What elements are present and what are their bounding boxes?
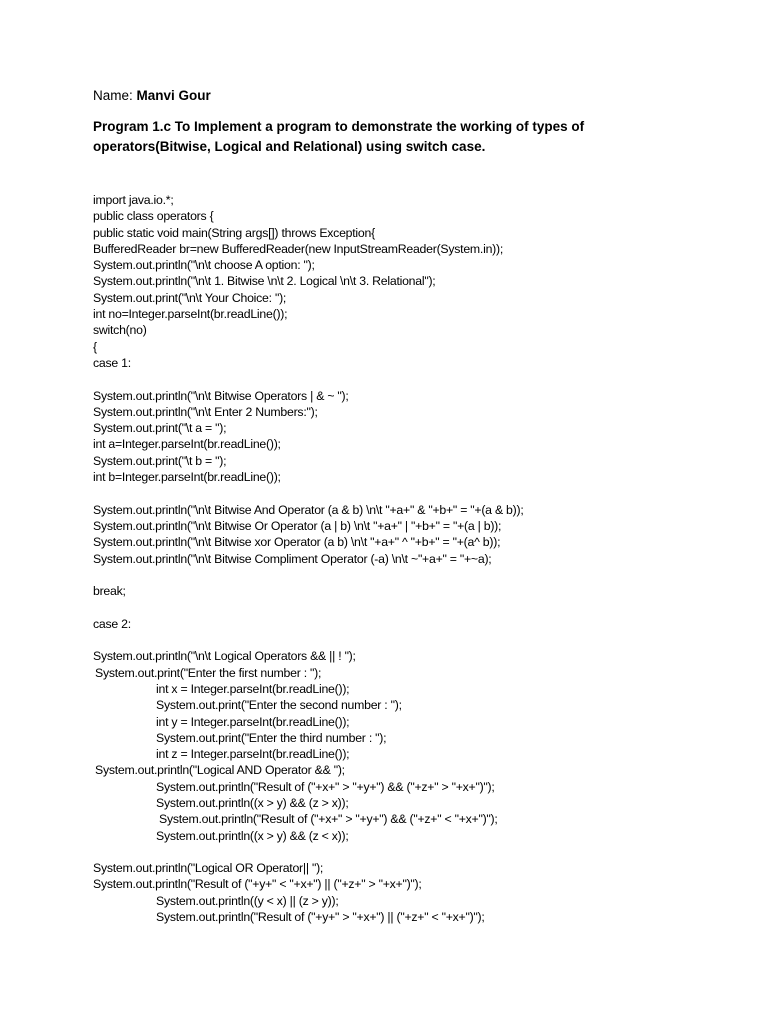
code-line: int x = Integer.parseInt(br.readLine()); [156,681,350,696]
code-line: System.out.println("Result of ("+x+" > "+y+") && ("+z+" < "+x+")"); [159,812,498,827]
code-line: System.out.println((y < x) || (z > y)); [156,893,339,908]
author-name-line [93,88,211,103]
code-line: int no=Integer.parseInt(br.readLine()); [93,307,288,322]
code-listing [93,192,733,925]
code-line: System.out.println("\n\t Bitwise Compliment Operator (-a) \n\t ~"+a+" = "+~a); [93,551,492,566]
code-line: int a=Integer.parseInt(br.readLine()); [93,437,281,452]
code-line: public static void main(String args[]) throws Exception{ [93,225,375,240]
code-line: int y = Integer.parseInt(br.readLine()); [156,714,350,729]
code-line: System.out.println("\n\t 1. Bitwise \n\t 2. Logical \n\t 3. Relational"); [93,274,436,289]
code-line: System.out.println("Logical AND Operator && "); [95,763,345,778]
code-line: import java.io.*; [93,193,174,207]
code-line [93,632,733,648]
code-line: System.out.println("Result of ("+y+" > "+x+") || ("+z+" < "+x+")"); [156,910,485,925]
code-line: case 1: [93,355,131,370]
code-line: int b=Integer.parseInt(br.readLine()); [93,470,281,485]
code-line: System.out.println((x > y) && (z < x)); [156,828,349,843]
code-line: System.out.println("\n\t Enter 2 Numbers:"); [93,404,318,419]
code-line: { [93,339,97,354]
code-line: System.out.println("\n\t Bitwise And Operator (a & b) \n\t "+a+" & "+b+" = "+(a & b)); [93,502,524,517]
code-line [93,567,733,583]
code-line: break; [93,584,126,599]
code-line: System.out.println("Logical OR Operator|| "); [93,861,324,876]
code-line: System.out.println("\n\t Bitwise xor Operator (a b) \n\t "+a+" ^ "+b+" = "+(a^ b)); [93,535,501,550]
code-line: System.out.println((x > y) && (z > x)); [156,795,349,810]
code-line: System.out.println("Result of ("+x+" > "+y+") && ("+z+" > "+x+")"); [156,779,495,794]
code-line: System.out.print("\n\t Your Choice: "); [93,290,287,305]
code-line: System.out.println("\n\t choose A option: "); [93,258,315,273]
code-line: public class operators { [93,209,214,224]
name-label: Name: [93,88,137,103]
code-line: switch(no) [93,323,147,338]
code-line: System.out.print("\t a = "); [93,421,227,436]
code-line: System.out.println("\n\t Bitwise Operators | & ~ "); [93,388,349,403]
program-title: Program 1.c To Implement a program to demonstrate the working of types of operators(Bitwise, Logical and Relational) using switch case. [93,119,585,154]
code-line: System.out.println("\n\t Bitwise Or Operator (a | b) \n\t "+a+" | "+b+" = "+(a | b)); [93,518,502,533]
code-line: System.out.print("Enter the first number : "); [95,665,322,680]
code-line: System.out.println("\n\t Logical Operators && || ! "); [93,649,356,664]
code-line [93,485,733,501]
code-line: System.out.print("\t b = "); [93,453,227,468]
code-line: BufferedReader br=new BufferedReader(new InputStreamReader(System.in)); [93,241,504,256]
code-line: System.out.print("Enter the third number : "); [156,730,387,745]
code-line [93,371,733,387]
author-name: Manvi Gour [136,88,211,103]
code-line [93,844,733,860]
code-line: System.out.print("Enter the second number : "); [156,698,402,713]
code-line: int z = Integer.parseInt(br.readLine()); [156,747,350,762]
code-line: System.out.println("Result of ("+y+" < "+x+") || ("+z+" > "+x+")"); [93,877,422,892]
code-line: case 2: [93,616,131,631]
code-line [93,599,733,615]
